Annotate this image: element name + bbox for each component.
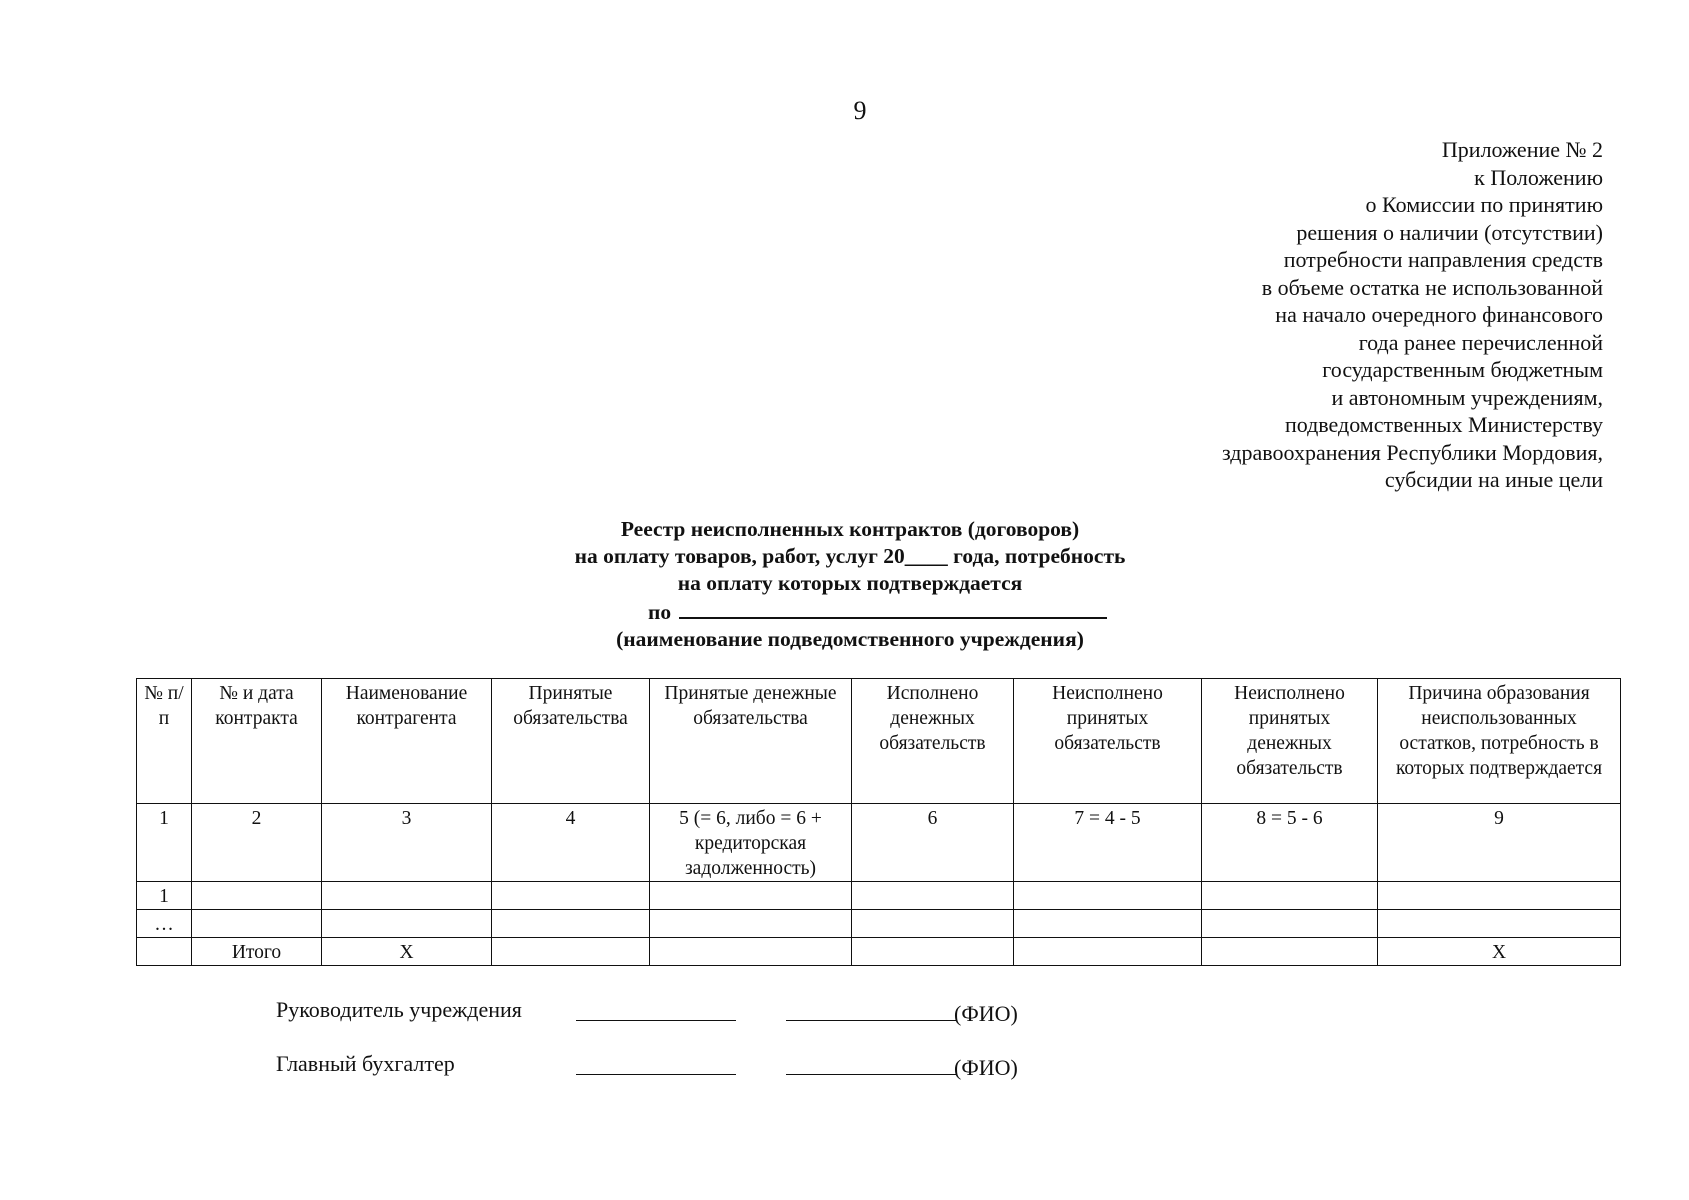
total-cell: X [1378,938,1621,966]
table-cell [1014,882,1202,910]
title-line: на оплату которых подтверждается [677,571,1023,595]
header-cell: Наименование контрагента [322,679,492,804]
appendix-line: потребности направления средств [1283,247,1603,272]
column-number-cell: 6 [852,804,1014,882]
header-row [137,679,1621,804]
table-cell [492,910,650,938]
column-number-cell: 9 [1378,804,1621,882]
table-cell [1014,910,1202,938]
table-cell [322,882,492,910]
appendix-line: субсидии на иные цели [1384,467,1603,492]
table-cell [852,882,1014,910]
signature-line [576,1074,736,1075]
po-label: по [648,600,672,624]
appendix-note [1043,136,1603,494]
appendix-line: о Комиссии по принятию [1365,192,1603,217]
table-cell: … [137,910,192,938]
table-cell [1378,882,1621,910]
signature-label: Главный бухгалтер [276,1051,455,1076]
header-cell: Принятые денежные обязательства [650,679,852,804]
institution-line [520,597,1180,626]
total-cell [852,938,1014,966]
total-label: Итого [192,938,322,966]
table-cell [192,910,322,938]
name-line [786,1074,956,1075]
document-title [520,516,1180,653]
appendix-line: на начало очередного финансового [1275,302,1603,327]
table-cell [1378,910,1621,938]
column-number-cell: 5 (= 6, либо = 6 + кредиторская задолженность) [650,804,852,882]
table-cell [1202,910,1378,938]
column-number-cell: 3 [322,804,492,882]
table-cell [322,910,492,938]
column-number-cell: 4 [492,804,650,882]
total-cell [137,938,192,966]
total-cell [1014,938,1202,966]
total-cell [492,938,650,966]
header-cell: Принятые обязательства [492,679,650,804]
title-caption: (наименование подведомственного учреждения) [616,627,1084,651]
header-cell: Неисполнено принятых обязательств [1014,679,1202,804]
appendix-line: подведомственных Министерству [1284,412,1603,437]
appendix-line: года ранее перечисленной [1358,329,1603,355]
fio-label: (ФИО) [954,1055,1018,1080]
appendix-line: решения о наличии (отсутствии) [1296,219,1603,245]
appendix-line: и автономным учреждениям, [1331,384,1603,410]
column-number-cell: 2 [192,804,322,882]
total-cell [650,938,852,966]
appendix-line: к Положению [1474,164,1603,190]
appendix-line: в объеме остатка не использованной [1261,274,1603,300]
header-cell: Исполнено денежных обязательств [852,679,1014,804]
header-cell: № и дата контракта [192,679,322,804]
signature-label: Руководитель учреждения [276,997,522,1022]
total-row [137,938,1621,966]
header-cell: № п/п [137,679,192,804]
title-line: Реестр неисполненных контрактов (договоров) [620,517,1080,541]
header-cell: Неисполнено принятых денежных обязательств [1202,679,1378,804]
appendix-line: государственным бюджетным [1322,357,1603,382]
title-line: на оплату товаров, работ, услуг 20____ года, потребность [574,544,1126,568]
total-cell [1202,938,1378,966]
table-cell [492,882,650,910]
header-cell: Причина образования неиспользованных остатков, потребность в которых подтверждается [1378,679,1621,804]
signature-line [576,1020,736,1021]
name-line [786,1020,956,1021]
table-cell: 1 [137,882,192,910]
contracts-register-table [136,678,1621,966]
table-row [137,910,1621,938]
table-cell [650,882,852,910]
table-row [137,882,1621,910]
column-number-cell: 8 = 5 - 6 [1202,804,1378,882]
table-cell [192,882,322,910]
table-cell [650,910,852,938]
table-cell [852,910,1014,938]
column-number-cell: 1 [137,804,192,882]
appendix-line: Приложение № 2 [1441,137,1603,162]
column-number-cell: 7 = 4 - 5 [1014,804,1202,882]
column-number-row [137,804,1621,882]
total-cell: X [322,938,492,966]
institution-blank [679,597,1107,619]
fio-label: (ФИО) [954,1001,1018,1026]
appendix-line: здравоохранения Республики Мордовия, [1222,439,1603,465]
table-cell [1202,882,1378,910]
page-number: 9 [853,96,867,125]
